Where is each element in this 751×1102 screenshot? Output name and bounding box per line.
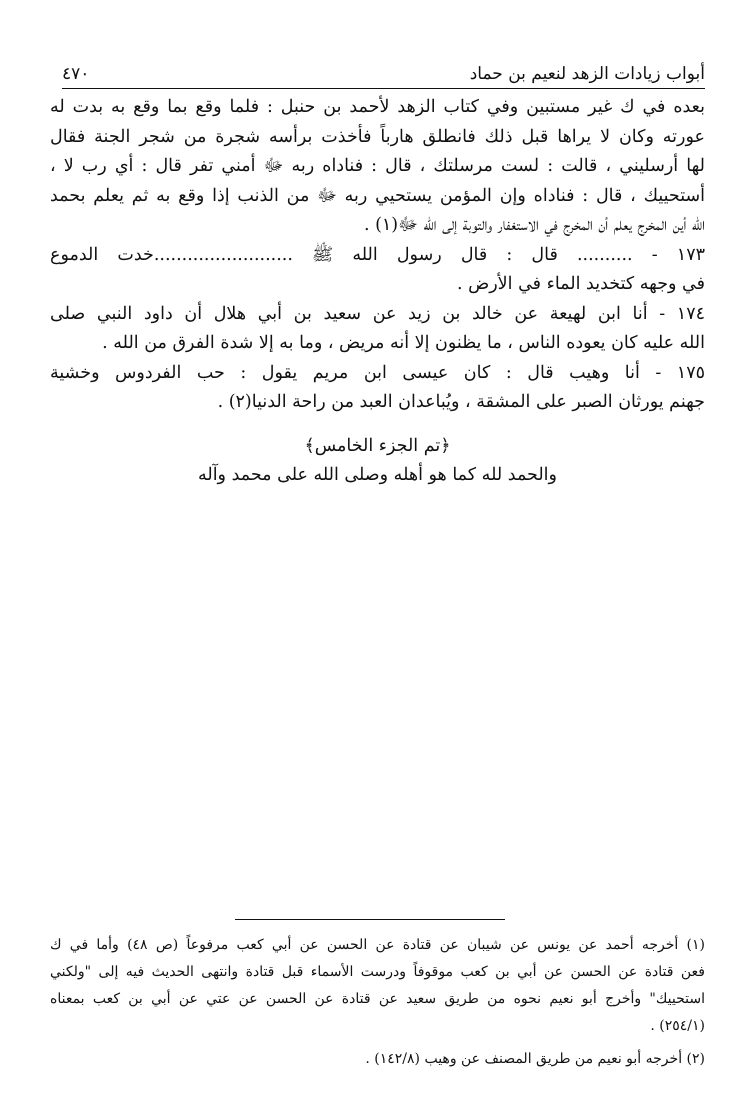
footnote-line: (٢٥٤/١) .: [650, 1018, 705, 1034]
hadith-175-line: ١٧٥ - أنا وهيب قال : كان عيسى ابن مريم يقول : حب الفردوس وخشية: [50, 362, 705, 383]
text-line: عورته وكان لا يراها قبل ذلك فانطلق هارباً فأخذت برأسه شجرة من شجر الجنة فقال: [50, 126, 705, 147]
text-line: بعده في ك غير مستبين وفي كتاب الزهد لأحمد بن حنبل : فلما وقع بما وقع به بدت له: [50, 97, 705, 117]
hadith-173-line: ١٧٣ - .......... قال : قال رسول الله ﷺ .........................خدت الدموع: [50, 244, 705, 265]
closing-title: ﴿تم الجزء الخامس﴾: [304, 435, 451, 456]
text-line: الله أين المخرج يعلم أن المخرج في الاستغفار والتوبة إلى الله ﷻ(١) .: [363, 215, 705, 235]
text-line: جهنم يورثان الصبر على المشقة ، ويُباعدان العبد من راحة الدنيا(٢) .: [217, 392, 705, 412]
page-number: ٤٧٠: [62, 64, 90, 84]
text-line: لها أرسليني ، قالت : لست مرسلتك ، قال : فناداه ربه ﷻ أمني تفر قال : أي رب لا ،: [50, 156, 705, 176]
text-line: أستحييك ، قال : فناداه وإن المؤمن يستحيي ربه ﷻ من الذنب إذا وقع به ثم يعلم بحمد: [50, 185, 705, 206]
footnote-line: فعن قتادة عن الحسن عن أبي بن كعب موقوفاً ودرست الأسماء قبل قتادة وانتهى الحديث فيه إلى "ولكني: [50, 964, 705, 980]
hadith-174-line: ١٧٤ - أنا ابن لهيعة عن خالد بن زيد عن سعيد بن أبي هلال أن داود النبي صلى: [50, 303, 705, 324]
footnote-rule: [235, 919, 505, 920]
text-line: في وجهه كتخديد الماء في الأرض .: [456, 274, 705, 294]
spacer: [50, 418, 705, 432]
footnote-line: استحييك" وأخرج أبو نعيم نحوه من طريق سعيد عن قتادة عن الحسن عن عتي عن أبي بن كعب بمعناه: [50, 991, 705, 1007]
running-title: أبواب زيادات الزهد لنعيم بن حماد: [469, 64, 705, 84]
footnote-line: (١) أخرجه أحمد عن يونس عن شيبان عن قتادة عن الحسن عن أبي كعب مرفوعاً (ص ٤٨) وأما في ك: [50, 937, 705, 953]
closing-praise: والحمد لله كما هو أهله وصلى الله على محمد وآله: [197, 465, 557, 485]
page-header: [62, 62, 705, 88]
main-text: [50, 93, 705, 491]
footnote-line: (٢) أخرجه أبو نعيم من طريق المصنف عن وهيب (١٤٢/٨) .: [365, 1051, 705, 1067]
text-line: الله عليه كان يعوده الناس ، ما يظنون إلا أنه مريض ، وما به إلا شدة الفرق من الله .: [102, 333, 705, 353]
header-rule: [62, 88, 705, 89]
footnotes: [50, 932, 705, 1073]
